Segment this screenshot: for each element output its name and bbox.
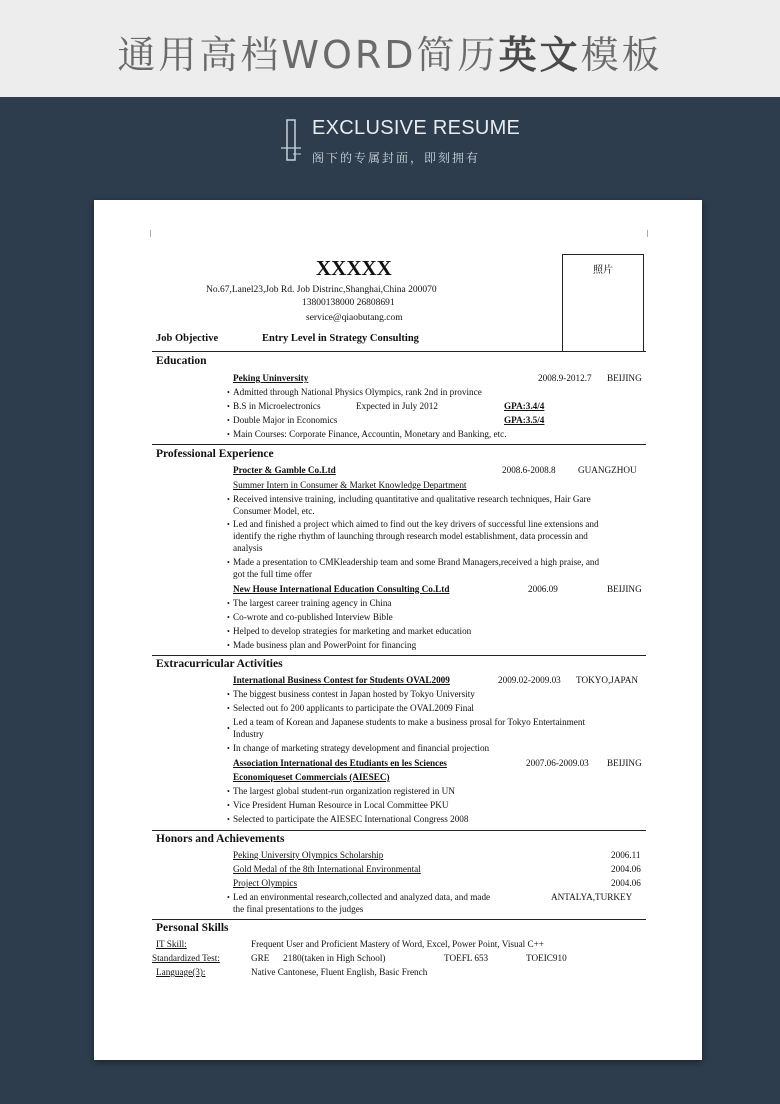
job-bullet: Helped to develop strategies for marketing and market education [233,626,472,636]
bullet: • [227,558,230,567]
divider [152,830,646,831]
job-bullet: Co-wrote and co-published Interview Bible [233,612,393,622]
activity-bullet: Led a team of Korean and Japanese students to make a business prosal for Tokyo Entertainment [233,717,586,727]
section-heading-education: Education [156,355,207,367]
job-city: BEIJING [607,584,642,594]
activity-dates: 2007.06-2009.03 [526,758,589,768]
honor-date: 2006.11 [611,850,641,860]
job-bullet: Led and finished a project which aimed to find out the key drivers of successful line extensions and [233,519,599,529]
email: service@qiaobutang.com [306,313,403,323]
divider [152,655,646,656]
divider [152,351,646,352]
bullet: • [227,690,230,699]
skill-value-language: Native Cantonese, Fluent English, Basic French [251,967,428,977]
honor-date: 2004.06 [611,864,641,874]
brand-logo-icon [279,118,303,166]
crop-mark [150,230,151,237]
honor-city: ANTALYA,TURKEY [551,892,633,902]
bullet: • [227,704,230,713]
honor-item: Peking University Olympics Scholarship [233,850,384,860]
skill-label-it: IT Skill: [156,939,187,949]
skill-label-language: Language(3): [156,967,206,977]
school-name: Peking Uninversity [233,373,309,383]
bullet: • [227,744,230,753]
job-bullet: analysis [233,543,263,553]
banner-title: 通用高档WORD简历英文模板 [117,33,663,77]
company-name: Procter & Gamble Co.Ltd [233,465,336,475]
expected-graduation: Expected in July 2012 [356,401,438,411]
job-bullet: Made a presentation to CMKleadership team and some Brand Managers,received a high praise, and [233,557,600,567]
job-bullet: identify the righe rhythm of launching through research model establishment, data processin and [233,531,588,541]
job-bullet: got the full time offer [233,569,312,579]
skill-value-toefl: TOEFL 653 [444,953,489,963]
bullet: • [227,801,230,810]
activity-bullet: Vice President Human Resource in Local Committee PKU [233,800,449,810]
bullet: • [227,495,230,504]
activity-bullet: In change of marketing strategy development and financial projection [233,743,490,753]
activity-city: BEIJING [607,758,642,768]
activity-bullet: The largest global student-run organization registered in UN [233,786,455,796]
bullet: • [227,388,230,397]
activity-bullet: The biggest business contest in Japan hosted by Tokyo University [233,689,475,699]
divider [152,919,646,920]
activity-title: International Business Contest for Students OVAL2009 [233,675,450,685]
section-heading-activities: Extracurricular Activities [156,658,283,670]
objective-value: Entry Level in Strategy Consulting [262,333,419,344]
gpa: GPA:3.5/4 [504,415,545,425]
honor-item: Gold Medal of the 8th International Environmental [233,864,421,874]
bullet: • [227,627,230,636]
honor-bullet: the final presentations to the judges [233,904,364,914]
education-dates: 2008.9-2012.7 [538,373,592,383]
phone: 13800138000 26808691 [302,298,395,308]
education-item: Main Courses: Corporate Finance, Accountin, Monetary and Banking, etc. [233,429,507,439]
skill-label-test: Standardized Test: [152,953,220,963]
bullet: • [227,815,230,824]
company-name: New House International Education Consulting Co.Ltd [233,584,450,594]
exclusive-title: EXCLUSIVE RESUME [312,117,521,139]
honor-bullet: Led an environmental research,collected and analyzed data, and made [233,892,491,902]
education-city: BEIJING [607,373,642,383]
resume-name: XXXXX [316,256,392,280]
section-heading-experience: Professional Experience [156,448,274,460]
job-bullet: Consumer Model, etc. [233,506,315,516]
bullet: • [227,430,230,439]
address: No.67,Lanel23,Job Rd. Job Distrinc,Shanghai,China 200070 [206,285,437,295]
skill-value-it: Frequent User and Proficient Mastery of Word, Excel, Power Point, Visual C++ [251,939,544,949]
job-dates: 2008.6-2008.8 [502,465,556,475]
activity-city: TOKYO,JAPAN [576,675,639,685]
job-bullet: The largest career training agency in China [233,598,392,608]
bullet: • [227,787,230,796]
photo-placeholder [562,254,644,352]
education-item: B.S in Microelectronics [233,401,321,411]
activity-bullet: Industry [233,729,264,739]
bullet: • [227,724,230,733]
skill-value-toeic: TOEIC910 [526,953,567,963]
bullet: • [227,416,230,425]
gpa: GPA:3.4/4 [504,401,545,411]
activity-dates: 2009.02-2009.03 [498,675,561,685]
job-dates: 2006.09 [528,584,558,594]
objective-label: Job Objective [156,333,219,344]
activity-bullet: Selected to participate the AIESEC International Congress 2008 [233,814,469,824]
photo-label: 照片 [593,265,613,276]
activity-title: Association International des Etudiants en les Sciences [233,758,447,768]
job-role: Summer Intern in Consumer & Market Knowledge Department [233,480,467,490]
title-banner [0,0,780,97]
education-item: Admitted through National Physics Olympics, rank 2nd in province [233,387,482,397]
job-city: GUANGZHOU [578,465,637,475]
bullet: • [227,599,230,608]
honor-date: 2004.06 [611,878,641,888]
bullet: • [227,402,230,411]
section-heading-honors: Honors and Achievements [156,833,285,845]
bullet: • [227,520,230,529]
honor-item: Project Olympics [233,878,298,888]
crop-mark [647,230,648,237]
bullet: • [227,641,230,650]
activity-title: Economiqueset Commercials (AIESEC) [233,772,390,782]
activity-bullet: Selected out fo 200 applicants to participate the OVAL2009 Final [233,703,474,713]
bullet: • [227,893,230,902]
bullet: • [227,613,230,622]
education-item: Double Major in Economics [233,415,338,425]
divider [152,444,646,445]
job-bullet: Received intensive training, including quantitative and qualitative research techniques, Hair Gare [233,494,591,504]
exclusive-subtitle: 阁下的专属封面，即刻拥有 [312,151,481,165]
section-heading-skills: Personal Skills [156,922,229,934]
skill-value-gre: GRE 2180(taken in High School) [251,953,386,963]
job-bullet: Made business plan and PowerPoint for financing [233,640,417,650]
resume-page [94,200,702,1060]
